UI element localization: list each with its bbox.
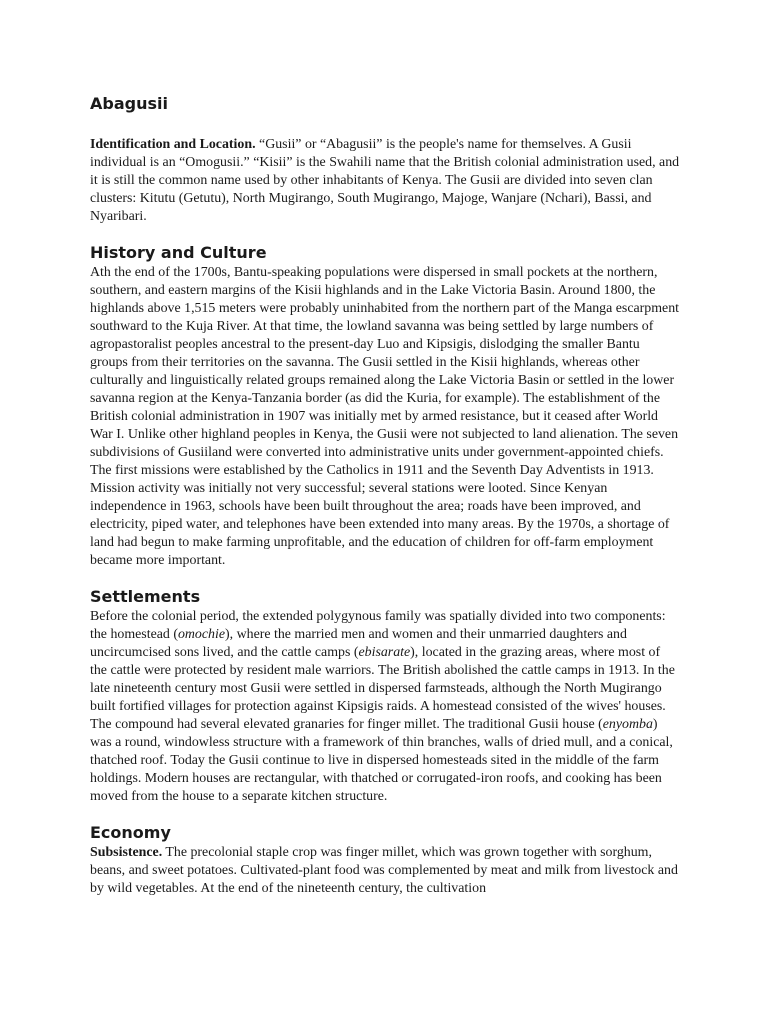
identification-section bbox=[90, 136, 680, 226]
settlements-section bbox=[90, 586, 680, 806]
history-section bbox=[90, 242, 680, 570]
economy-heading: Economy bbox=[90, 823, 171, 842]
economy-lead: Subsistence. bbox=[90, 845, 163, 860]
settlements-text-4: ) was a round, windowless structure with a framework of thin branches, walls of dried mull, and a conical, thatched roof. Today the Gusii continue to live in dispersed homesteads sited in the middle of the farm holdings. Modern houses are rectangular, with thatched or corrugated-iron roofs, and cooking has been moved from the house to a separate kitchen structure. bbox=[90, 717, 673, 804]
settlements-term-enyomba: enyomba bbox=[602, 717, 653, 732]
identification-paragraph bbox=[90, 136, 680, 226]
settlements-text-2: ), where the married men and women and their unmarried daughters and uncircumcised sons lived, and the cattle camps ( bbox=[90, 627, 627, 660]
settlements-term-omochie: omochie bbox=[177, 627, 226, 642]
economy-paragraph bbox=[90, 844, 680, 898]
history-paragraph: Ath the end of the 1700s, Bantu-speaking populations were dispersed in small pockets at the northern, southern, and eastern margins of the Kisii highlands and in the Lake Victoria Basin. Around 1800, the highlands above 1,515 meters were probably uninhabited from the northern part of the Manga escarpment southward to the Kuja River. At that time, the lowland savanna was being settled by large numbers of agropastoralist peoples ancestral to the present-day Luo and Kipsigis, dislodging the smaller Bantu groups from their territories on the savanna. The Gusii settled in the Kisii highlands, whereas other culturally and linguistically related groups remained along the Lake Victoria Basin or settled in the lower savanna region at the Kenya-Tanzania border (as did the Kuria, for example). The establishment of the British colonial administration in 1907 was initially met by armed resistance, but it ceased after World War I. Unlike other highland peoples in Kenya, the Gusii were not subjected to land alienation. The seven subdivisions of Gusiiland were converted into administrative units under government-appointed chiefs. The first missions were established by the Catholics in 1911 and the Seventh Day Adventists in 1913. Mission activity was initially not very successful; several stations were looted. Since Kenyan independence in 1963, schools have been built throughout the area; roads have been improved, and electricity, piped water, and telephones have been extended into many areas. By the 1970s, a shortage of land had begun to make farming unprofitable, and the education of children for off-farm employment became more important. bbox=[90, 265, 680, 568]
settlements-text-3: ), located in the grazing areas, where most of the cattle were protected by resident male warriors. The British abolished the cattle camps in 1913. In the late nineteenth century most Gusii were settled in dispersed farmsteads, although the North Mugirango built fortified villages for protection against Kipsigis raids. A homestead consisted of the wives' houses. The compound had several elevated granaries for finger millet. The traditional Gusii house ( bbox=[90, 645, 675, 732]
document-page bbox=[90, 92, 680, 914]
settlements-term-ebisarate: ebisarate bbox=[358, 645, 411, 660]
document-title: Abagusii bbox=[90, 94, 168, 113]
settlements-heading: Settlements bbox=[90, 587, 201, 606]
history-heading: History and Culture bbox=[90, 243, 267, 262]
economy-text: The precolonial staple crop was finger millet, which was grown together with sorghum, beans, and sweet potatoes. Cultivated-plant food was complemented by meat and milk from livestock and by wild vegetables. At the end of the nineteenth century, the cultivation bbox=[90, 845, 678, 896]
settlements-paragraph bbox=[90, 608, 680, 806]
identification-lead: Identification and Location. bbox=[90, 137, 256, 152]
settlements-text-1: Before the colonial period, the extended polygynous family was spatially divided into two components: the homestead ( bbox=[90, 609, 666, 642]
economy-section bbox=[90, 822, 680, 898]
identification-text: “Gusii” or “Abagusii” is the people's name for themselves. A Gusii individual is an “Omogusii.” “Kisii” is the Swahili name that the British colonial administration used, and it is still the common name used by other inhabitants of Kenya. The Gusii are divided into seven clan clusters: Kitutu (Getutu), North Mugirango, South Mugirango, Majoge, Wanjare (Nchari), Bassi, and Nyaribari. bbox=[90, 137, 680, 224]
